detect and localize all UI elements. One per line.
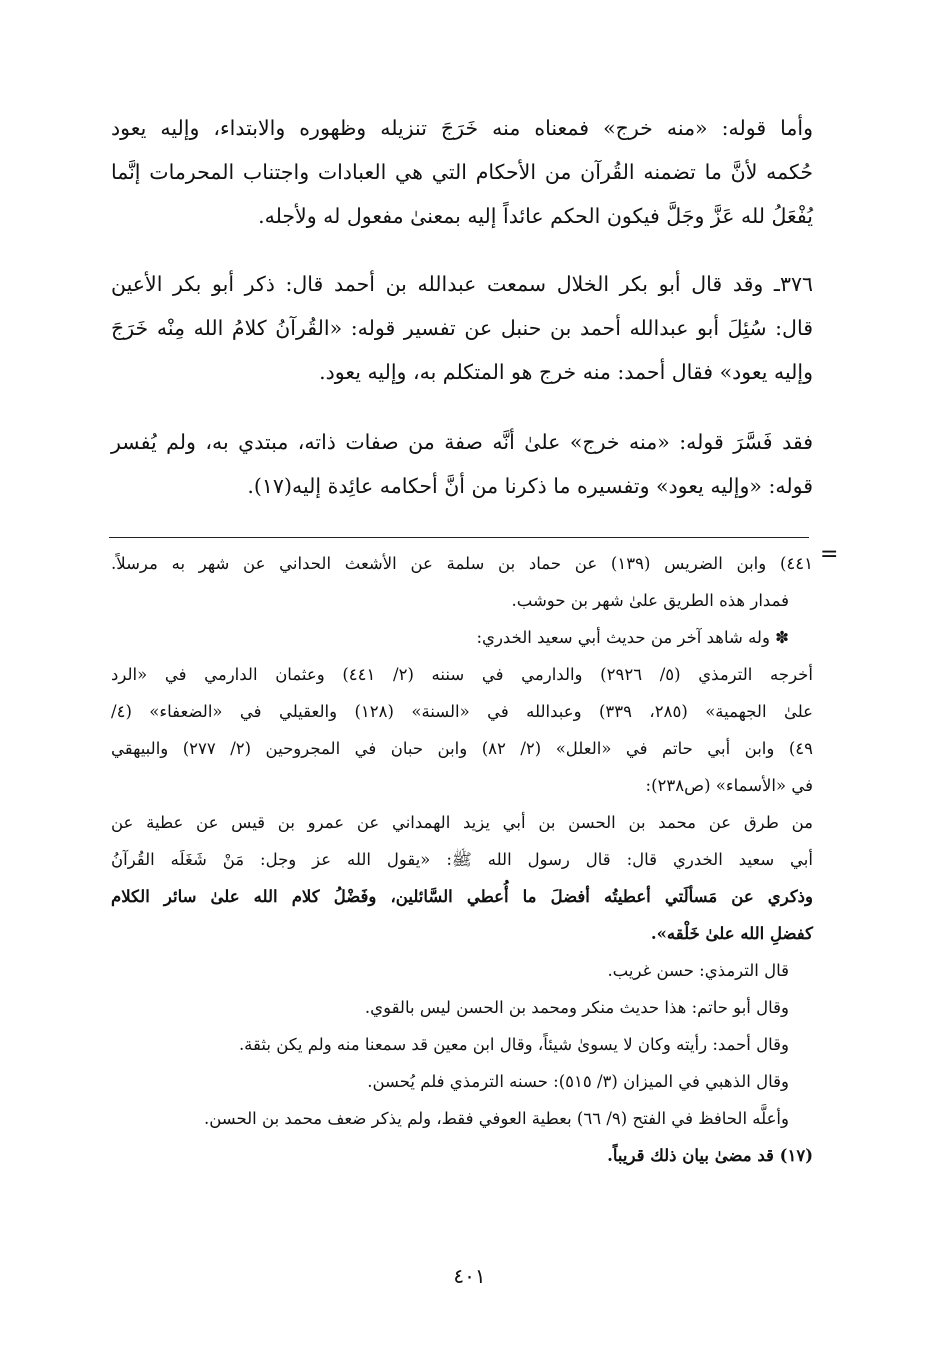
text-line: وإليه يعود» فقال أحمد: منه خرج هو المتكلم به، وإليه يعود. <box>319 360 813 384</box>
footnote-line: وأعلَّه الحافظ في الفتح (٩/ ٦٦) بعطية العوفي فقط، ولم يذكر ضعف محمد بن الحسن. <box>203 1109 789 1128</box>
footnote-line: قال الترمذي: حسن غريب. <box>607 961 789 980</box>
footnote-line: كفضلِ الله علىٰ خَلْقه». <box>650 924 813 943</box>
footnote-line: وقال الذهبي في الميزان (٣/ ٥١٥): حسنه الترمذي فلم يُحسن. <box>367 1072 789 1091</box>
footnote-continuation-mark: = <box>820 542 839 567</box>
footnote-line: ✽ وله شاهد آخر من حديث أبي سعيد الخدري: <box>476 628 789 647</box>
footnote-line: أخرجه الترمذي (٥/ ٢٩٢٦) والدارمي في سننه (٢/ ٤٤١) وعثمان الدارمي في «الرد <box>111 665 813 684</box>
text-line: قال: سُئِلَ أبو عبدالله أحمد بن حنبل عن تفسير قوله: «القُرآنُ كلامُ الله مِنْه خَرَجَ <box>111 316 813 340</box>
footnote-line: فمدار هذه الطريق علىٰ شهر بن حوشب. <box>511 591 789 610</box>
footnotes <box>111 545 813 1174</box>
footnote-separator <box>109 537 809 538</box>
text-line: فقد فَسَّرَ قوله: «منه خرج» علىٰ أنَّه صفة من صفات ذاته، مبتدي به، ولم يُفسر <box>111 430 813 454</box>
text-line: قوله: «وإليه يعود» وتفسيره ما ذكرنا من أنَّ أحكامه عائِدة إليه(١٧). <box>247 474 813 498</box>
text-line: وأما قوله: «منه خرج» فمعناه منه خَرَجَ تنزيله وظهوره والابتداء، وإليه يعود <box>111 116 813 140</box>
footnote-line: ٤٩) وابن أبي حاتم في «العلل» (٢/ ٨٢) وابن حبان في المجروحين (٢/ ٢٧٧) والبيهقي <box>111 739 813 758</box>
footnote-line: في «الأسماء» (ص٢٣٨): <box>645 776 813 795</box>
paragraph-2 <box>111 262 813 394</box>
text-line: يُفْعَلُ لله عَزَّ وجَلَّ فيكون الحكم عائداً إليه بمعنىٰ مفعول له ولأجله. <box>258 204 813 228</box>
footnote-line: وقال أحمد: رأيته وكان لا يسوىٰ شيئاً، وقال ابن معين قد سمعنا منه ولم يكن بثقة. <box>238 1035 789 1054</box>
footnote-line: ٤٤١) وابن الضريس (١٣٩) عن حماد بن سلمة عن الأشعث الحداني عن شهر به مرسلاً. <box>111 554 814 573</box>
paragraph-3 <box>111 420 813 508</box>
paragraph-1 <box>111 106 813 238</box>
footnote-17: (١٧) قد مضىٰ بيان ذلك قريباً. <box>607 1146 813 1165</box>
text-line: ٣٧٦ـ وقد قال أبو بكر الخلال سمعت عبدالله بن أحمد قال: ذكر أبو بكر الأعين <box>111 272 813 296</box>
text-line: حُكمه لأنَّ ما تضمنه القُرآن من الأحكام التي هي العبادات واجتناب المحرمات إنَّما <box>111 160 813 184</box>
footnote-line: أبي سعيد الخدري قال: قال رسول الله ﷺ: «يقول الله عز وجل: مَنْ شَغَلَه القُرآنُ <box>111 850 813 869</box>
footnote-line: من طرق عن محمد بن الحسن بن أبي يزيد الهمداني عن عمرو بن قيس عن عطية عن <box>111 813 813 832</box>
footnote-line: وقال أبو حاتم: هذا حديث منكر ومحمد بن الحسن ليس بالقوي. <box>364 998 789 1017</box>
footnote-line: وذكري عن مَسألَتي أعطيتُه أفضلَ ما أُعطي السَّائلين، وفَضْلُ كلام الله علىٰ سائر الكلام <box>111 887 813 906</box>
page-number: ٤٠١ <box>453 1264 486 1288</box>
footnote-line: علىٰ الجهمية» (٢٨٥، ٣٣٩) وعبدالله في «السنة» (١٢٨) والعقيلي في «الضعفاء» (٤/ <box>111 702 813 721</box>
